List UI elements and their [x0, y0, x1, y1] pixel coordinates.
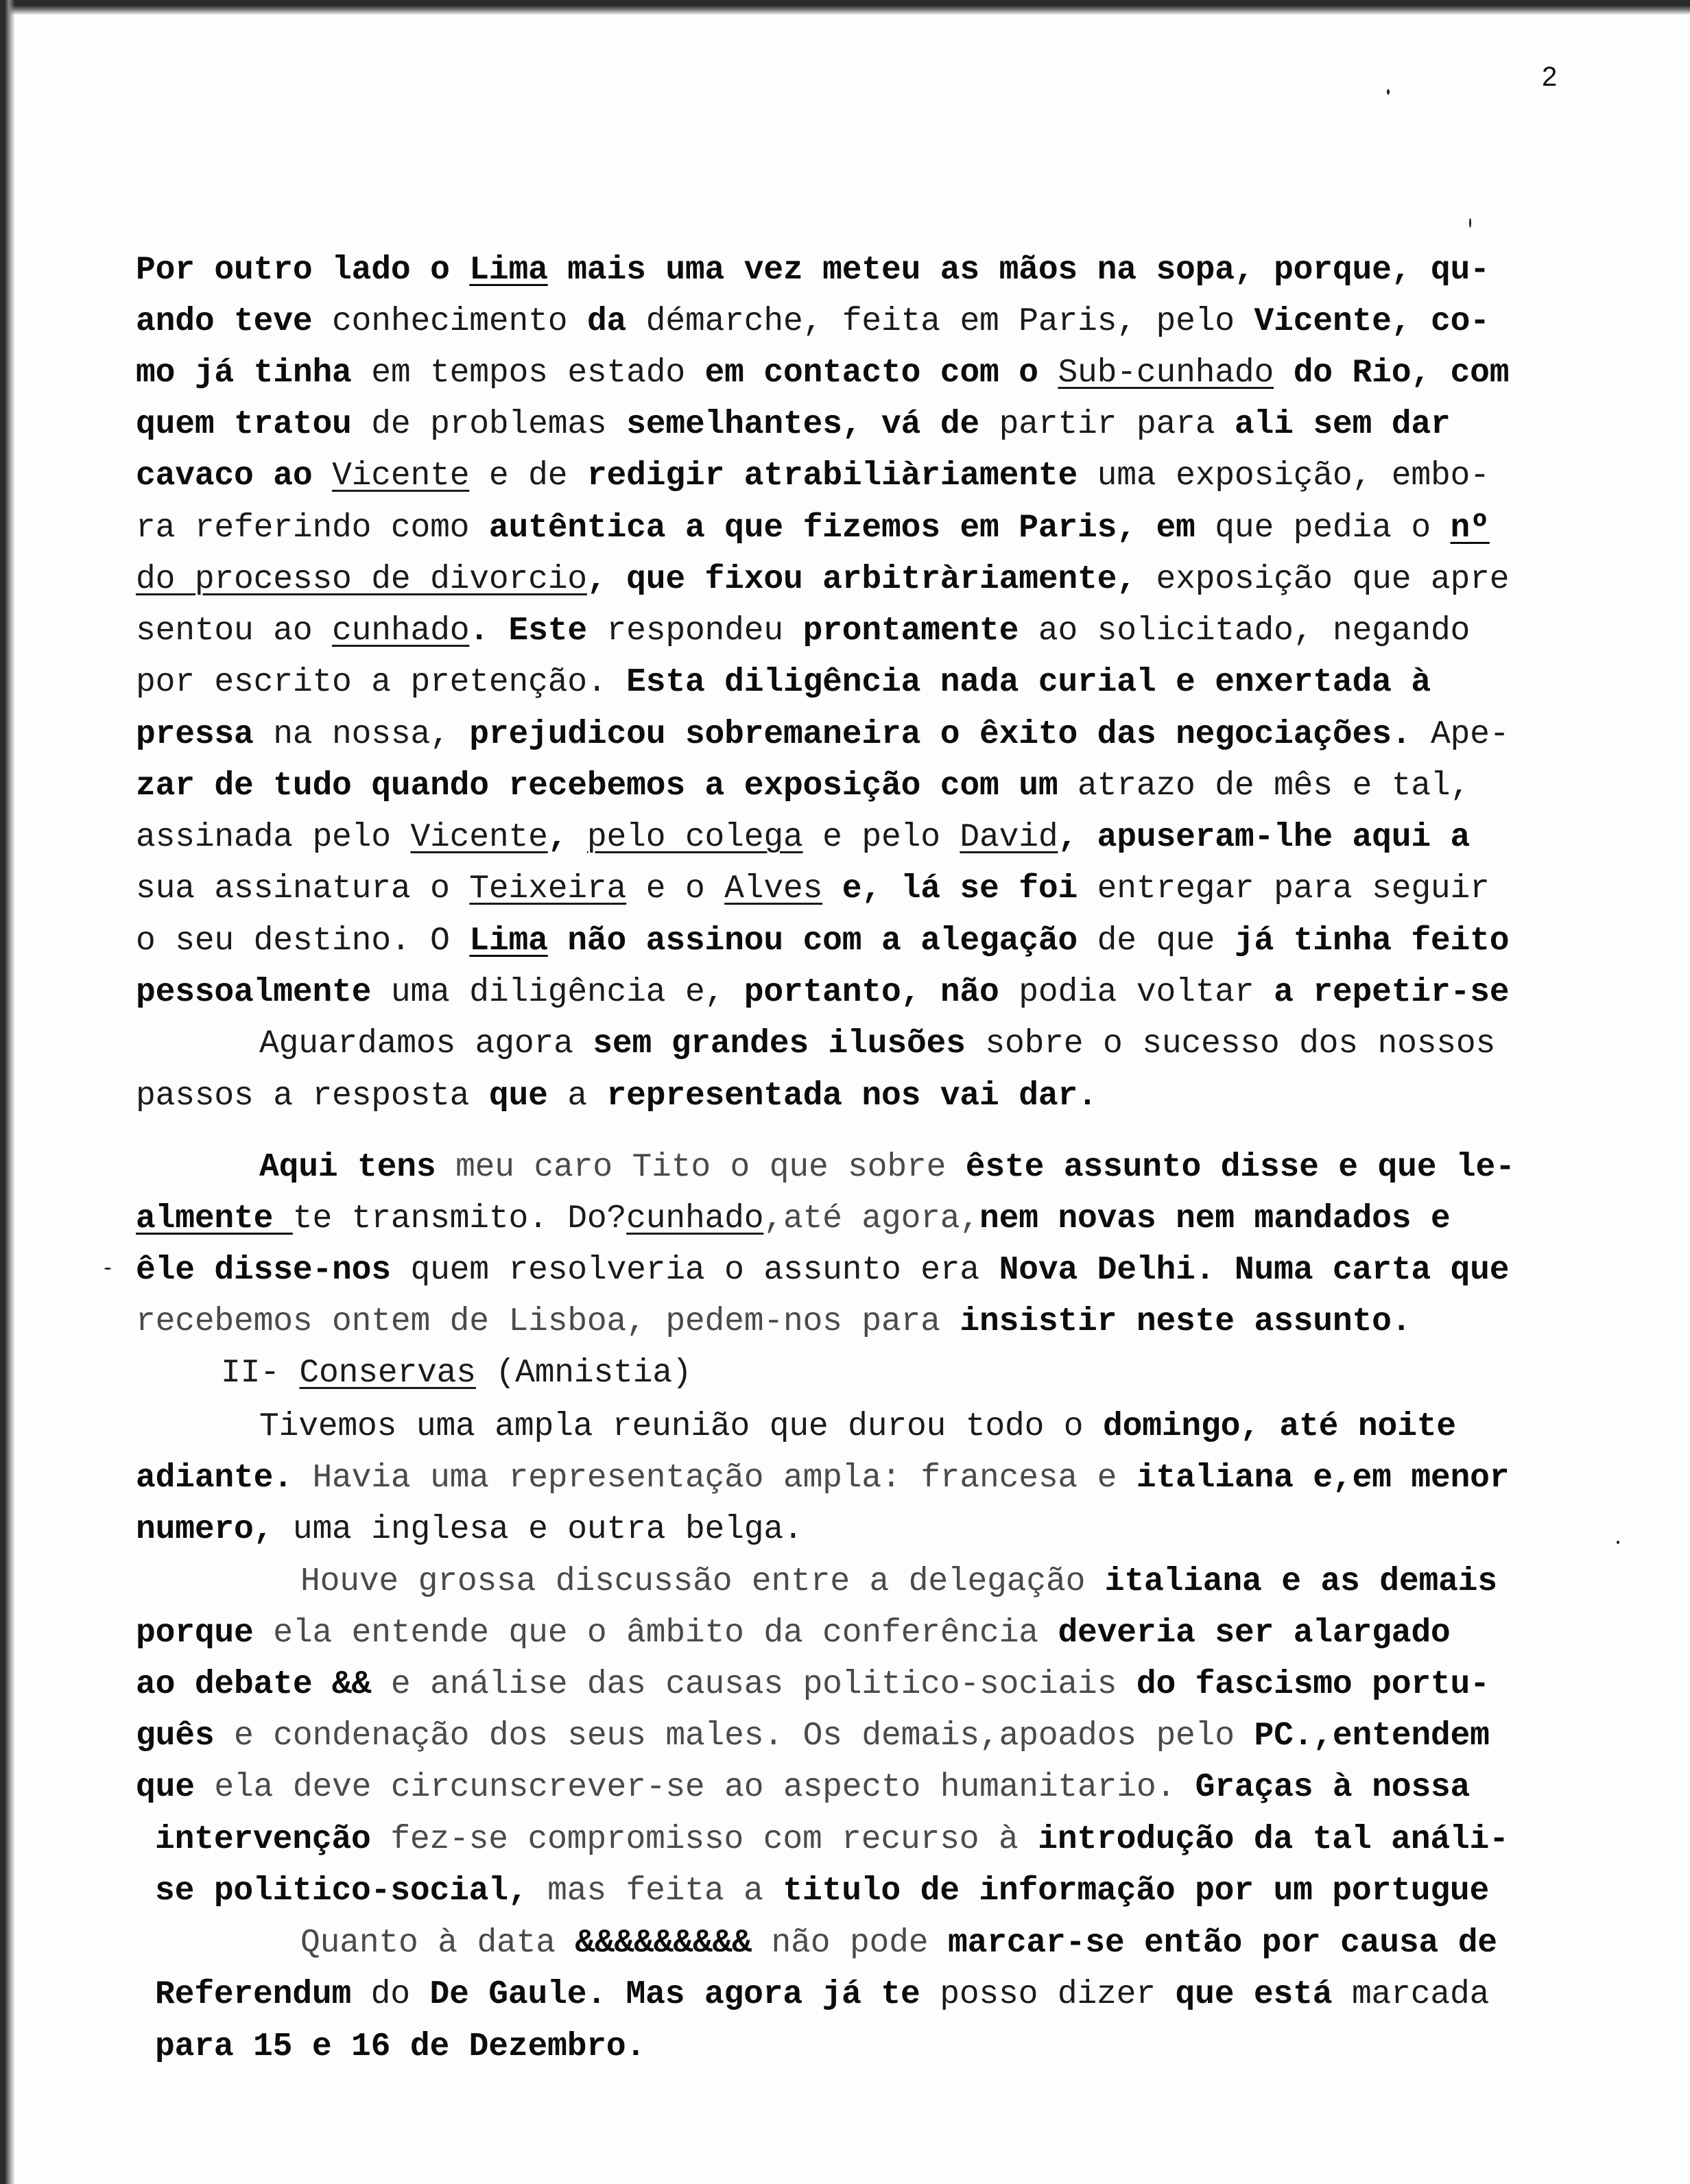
text-run: portanto, não: [743, 974, 1019, 1011]
text-run: a repetir-se: [1274, 974, 1510, 1011]
text-run: Por outro lado o: [136, 252, 470, 289]
text-run: insistir neste assunto.: [960, 1303, 1412, 1340]
text-run: ela entende que o âmbito da conferência: [273, 1615, 1058, 1652]
text-run: ra referindo como: [136, 510, 489, 547]
text-line: [136, 921, 1509, 962]
text-run: do Rio, com: [1274, 355, 1510, 392]
text-run: e condenação dos seus males. Os demais,apoados pelo: [234, 1718, 1254, 1755]
text-line: [221, 1353, 692, 1394]
text-run: nem novas nem mandados e: [979, 1200, 1451, 1237]
text-run: podia voltar: [1019, 974, 1274, 1011]
text-run: Ape-: [1430, 716, 1510, 753]
text-run: ao debate &&: [136, 1666, 391, 1703]
scan-border-top: [0, 0, 1690, 15]
text-run: da: [586, 303, 646, 340]
text-line: [136, 1301, 1411, 1342]
text-run: Sub-cunhado: [1058, 355, 1274, 392]
text-line: [300, 1923, 1497, 1964]
text-run: &&&&&&&&&: [575, 1925, 772, 1962]
text-run: partir para: [999, 406, 1235, 443]
text-run: conhecimento: [332, 303, 587, 340]
text-run: pressa: [136, 716, 274, 753]
text-run: , feita em Paris, pelo: [802, 303, 1254, 340]
text-line: [155, 1974, 1489, 2015]
text-run: se politico-social,: [155, 1873, 548, 1910]
text-run: autêntica a que fizemos em Paris, em: [488, 510, 1215, 547]
text-run: Conservas: [299, 1355, 476, 1392]
text-line: [136, 1509, 803, 1550]
text-run: e o: [626, 870, 725, 907]
text-run: . Este: [469, 613, 607, 650]
text-line: [136, 1198, 1451, 1239]
text-line: [155, 1871, 1489, 1912]
text-run: posso dizer: [940, 1976, 1176, 2013]
text-run: guês: [136, 1718, 235, 1755]
text-line: [259, 1406, 1456, 1447]
text-run: já tinha feito: [1234, 923, 1510, 960]
text-run: Havia uma representação ampla: francesa e: [312, 1460, 1136, 1497]
text-run: Tivemos uma ampla reunião que durou todo o: [259, 1408, 1104, 1445]
text-run: marcar-se então por causa de: [947, 1925, 1497, 1962]
text-run: uma exposição, embo-: [1097, 458, 1490, 495]
text-line: [136, 817, 1470, 858]
text-run: para 15 e 16 de Dezembro.: [155, 2028, 646, 2065]
text-line: [300, 1561, 1497, 1602]
text-run: Teixeira: [469, 870, 627, 907]
text-run: Lima: [469, 923, 548, 960]
text-line: [136, 610, 1470, 652]
scan-speck: [1387, 89, 1390, 95]
text-run: pelo colega: [586, 819, 803, 856]
text-run: , apuseram-lhe aqui a: [1058, 819, 1471, 856]
text-run: do fascismo portu-: [1136, 1666, 1490, 1703]
text-line: [259, 1147, 1515, 1188]
text-run: ela deve circunscrever-se ao aspecto humanitario.: [214, 1769, 1195, 1806]
text-run: quem tratou: [136, 406, 372, 443]
text-line: [136, 404, 1451, 445]
text-line: [136, 1076, 1097, 1117]
text-line: [136, 559, 1509, 600]
text-run: fez-se compromisso com recurso à: [390, 1821, 1038, 1858]
text-run: uma diligência e,: [390, 974, 744, 1011]
scan-speck: [1469, 218, 1471, 228]
text-run: ao solicitado, negando: [1038, 613, 1471, 650]
text-line: [136, 662, 1431, 703]
text-run: na nossa,: [273, 716, 470, 753]
text-run: Quanto à data: [300, 1925, 575, 1962]
text-run: em tempos estado: [371, 355, 705, 392]
text-run: almente: [136, 1200, 293, 1237]
text-run: que: [488, 1078, 568, 1115]
text-run: sobre o sucesso dos nossos: [985, 1025, 1496, 1063]
text-run: ando teve: [136, 303, 333, 340]
text-run: sem grandes ilusões: [593, 1025, 986, 1063]
text-run: Alves: [724, 870, 823, 907]
text-run: e pelo: [802, 819, 960, 856]
text-run: não pode: [771, 1925, 948, 1962]
text-run: Vicente, co-: [1254, 303, 1490, 340]
text-run: não assinou com a alegação: [547, 923, 1097, 960]
scan-speck: [1617, 1541, 1619, 1544]
text-line: [136, 714, 1509, 755]
text-run: (Amnistia): [475, 1355, 692, 1392]
text-run: e, lá se foi: [822, 870, 1097, 907]
text-run: te transmito. Do?: [292, 1200, 627, 1237]
text-run: êste assunto disse e que le-: [965, 1149, 1515, 1186]
text-run: em contacto com o: [704, 355, 1058, 392]
text-line: [136, 301, 1490, 342]
text-run: cavaco ao: [136, 458, 333, 495]
text-run: uma inglesa e outra belga.: [292, 1511, 803, 1548]
scan-speck: [104, 1268, 111, 1270]
text-run: de que: [1097, 923, 1235, 960]
text-run: o seu destino. O: [136, 923, 470, 960]
text-run: ,até agora,: [763, 1200, 980, 1237]
text-run: David: [960, 819, 1058, 856]
text-run: que pedia o: [1215, 510, 1451, 547]
text-run: nº: [1450, 510, 1490, 547]
scan-border-left: [0, 0, 15, 2184]
text-run: de problemas: [371, 406, 627, 443]
text-line: [136, 455, 1490, 497]
text-run: Nova Delhi. Numa carta que: [999, 1252, 1510, 1289]
text-run: redigir atrabiliàriamente: [586, 458, 1097, 495]
text-run: exposição que apre: [1156, 561, 1510, 598]
text-run: cunhado: [332, 613, 470, 650]
text-run: zar de tudo quando recebemos a exposição com um: [136, 768, 1078, 805]
text-run: atrazo de mês e tal,: [1078, 768, 1471, 805]
text-run: passos a resposta: [136, 1078, 489, 1115]
text-run: assinada pelo: [136, 819, 411, 856]
text-run: , que fixou arbitràriamente,: [586, 561, 1156, 598]
text-run: domingo, até noite: [1103, 1408, 1456, 1445]
text-run: semelhantes, vá de: [626, 406, 999, 443]
text-run: deveria ser alargado: [1058, 1615, 1451, 1652]
text-run: Referendum: [155, 1976, 371, 2013]
text-run: e de: [469, 458, 587, 495]
text-line: [136, 765, 1470, 807]
text-line: [136, 1613, 1451, 1654]
text-line: [136, 1767, 1470, 1808]
text-line: [136, 1458, 1509, 1499]
text-run: démarche: [645, 303, 803, 340]
text-run: porque: [136, 1615, 274, 1652]
text-line: [136, 1664, 1490, 1705]
text-run: e análise das causas politico-sociais: [390, 1666, 1136, 1703]
text-run: mo já tinha: [136, 355, 372, 392]
text-line: [259, 1023, 1495, 1065]
text-run: por escrito a pretenção.: [136, 664, 627, 701]
text-run: que: [136, 1769, 215, 1806]
text-run: Lima: [469, 252, 548, 289]
text-run: adiante.: [136, 1460, 313, 1497]
text-run: a: [567, 1078, 607, 1115]
text-line: [136, 1716, 1490, 1757]
text-run: introdução da tal análi-: [1038, 1821, 1509, 1858]
text-run: Houve grossa discussão entre a delegação: [300, 1563, 1105, 1600]
text-run: quem resolveria o assunto era: [410, 1252, 999, 1289]
text-run: intervenção: [155, 1821, 391, 1858]
text-line: [136, 972, 1509, 1013]
text-line: [155, 2026, 645, 2067]
text-run: que está: [1175, 1976, 1352, 2013]
text-line: [136, 250, 1490, 291]
text-run: sentou ao: [136, 613, 333, 650]
text-run: Vicente: [332, 458, 470, 495]
text-run: mais uma vez meteu as mãos na sopa, porque, qu-: [547, 252, 1490, 289]
text-run: numero,: [136, 1511, 293, 1548]
text-run: do: [370, 1976, 430, 2013]
text-run: italiana e as demais: [1104, 1563, 1497, 1600]
text-run: prontamente: [802, 613, 1038, 650]
text-run: prejudicou sobremaneira o êxito das negociações.: [469, 716, 1431, 753]
text-line: [136, 353, 1509, 394]
text-run: mas feita a: [547, 1873, 783, 1910]
text-run: respondeu: [606, 613, 803, 650]
text-run: representada nos vai dar.: [606, 1078, 1097, 1115]
text-run: entregar para seguir: [1097, 870, 1490, 907]
text-run: sua assinatura o: [136, 870, 470, 907]
text-run: cunhado: [626, 1200, 764, 1237]
text-run: do processo de divorcio: [136, 561, 587, 598]
text-run: ,: [547, 819, 587, 856]
text-run: ali sem dar: [1234, 406, 1451, 443]
text-run: italiana e,em menor: [1136, 1460, 1510, 1497]
text-run: Aguardamos agora: [259, 1025, 593, 1063]
text-run: recebemos ontem de Lisboa, pedem-nos para: [136, 1303, 960, 1340]
text-run: PC.,entendem: [1254, 1718, 1490, 1755]
text-run: De Gaule. Mas agora já te: [429, 1976, 940, 2013]
text-run: Esta diligência nada curial e enxertada à: [626, 664, 1431, 701]
page-number: 2: [1542, 62, 1558, 92]
text-line: [136, 868, 1490, 910]
text-run: marcada: [1351, 1976, 1490, 2013]
text-run: êle disse-nos: [136, 1252, 411, 1289]
text-run: Aqui tens: [259, 1149, 456, 1186]
text-line: [136, 508, 1490, 549]
text-run: pessoalmente: [136, 974, 391, 1011]
text-line: [155, 1819, 1509, 1860]
text-run: Vicente: [410, 819, 548, 856]
text-line: [136, 1250, 1509, 1291]
text-run: titulo de informação por um portugue: [783, 1873, 1490, 1910]
text-run: II-: [221, 1355, 300, 1392]
text-run: Graças à nossa: [1195, 1769, 1471, 1806]
text-run: meu caro Tito o que sobre: [455, 1149, 966, 1186]
